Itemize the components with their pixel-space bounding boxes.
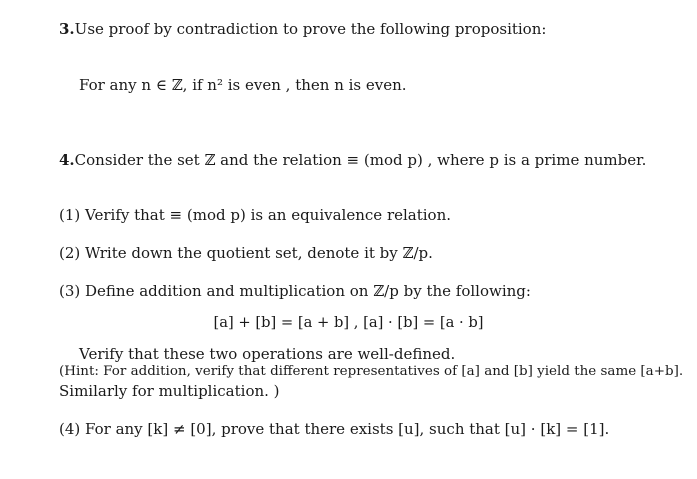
problem-4-hint-line-1: (Hint: For addition, verify that different representatives of [a] and [b] yield the same [a+b]. xyxy=(59,364,684,379)
problem-4-verify: Verify that these two operations are well-defined. xyxy=(79,345,456,363)
problem-4-part-4: (4) For any [k] ≠ [0], prove that there exists [u], such that [u] · [k] = [1]. xyxy=(59,420,610,438)
problem-3-proposition: For any n ∈ ℤ, if n² is even , then n is even. xyxy=(79,76,407,94)
problem-3-number: 3. xyxy=(59,20,75,38)
problem-3-prompt: Use proof by contradiction to prove the following proposition: xyxy=(74,20,547,38)
problem-4-formula: [a] + [b] = [a + b] , [a] · [b] = [a · b] xyxy=(213,314,484,331)
problem-4-header xyxy=(59,151,646,169)
problem-4-part-1: (1) Verify that ≡ (mod p) is an equivalence relation. xyxy=(59,206,452,224)
problem-3-header xyxy=(59,20,546,38)
problem-4-prompt: Consider the set ℤ and the relation ≡ (mod p) , where p is a prime number. xyxy=(74,151,647,169)
problem-4-hint-line-2: Similarly for multiplication. ) xyxy=(59,382,280,400)
problem-4-number: 4. xyxy=(59,151,75,169)
problem-4-part-3: (3) Define addition and multiplication on ℤ/p by the following: xyxy=(59,282,531,300)
problem-4-part-2: (2) Write down the quotient set, denote it by ℤ/p. xyxy=(59,244,433,262)
